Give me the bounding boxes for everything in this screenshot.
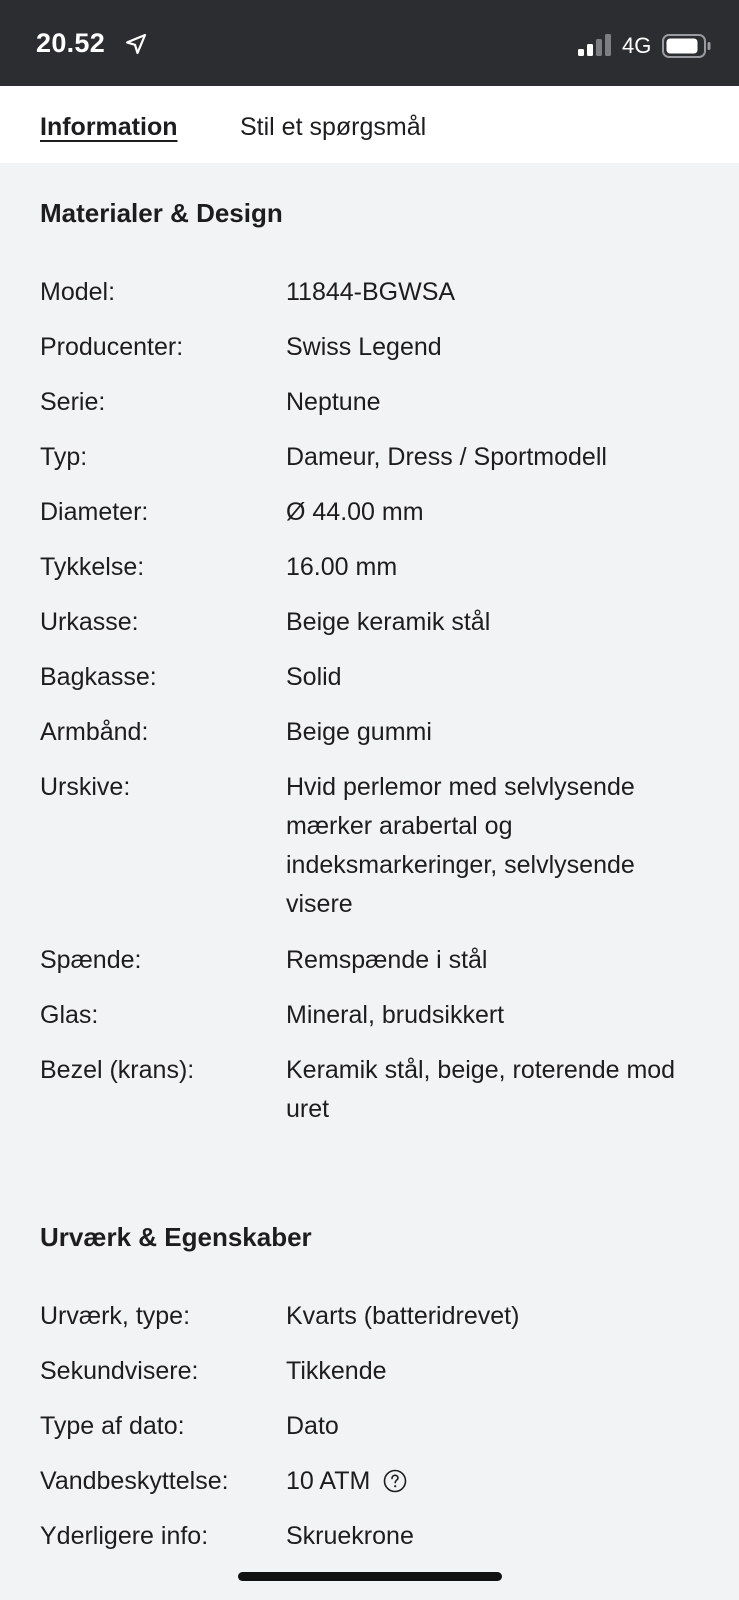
- spec-label: Urkasse:: [40, 608, 139, 636]
- spec-value: Dameur, Dress / Sportmodell: [286, 443, 607, 471]
- status-time: 20.52: [36, 28, 106, 58]
- tab-information[interactable]: Information: [40, 113, 178, 141]
- network-label: 4G: [622, 33, 652, 58]
- spec-label: Type af dato:: [40, 1412, 185, 1440]
- spec-value: 11844-BGWSA: [286, 278, 456, 306]
- spec-label: Typ:: [40, 443, 88, 471]
- spec-label: Vandbeskyttelse:: [40, 1467, 229, 1495]
- tab-bar: [0, 86, 739, 163]
- spec-label: Spænde:: [40, 946, 142, 974]
- spec-value: Tikkende: [286, 1357, 387, 1385]
- spec-value-water-resistance: [286, 1462, 706, 1501]
- status-bar: [0, 0, 739, 86]
- spec-value: Kvarts (batteridrevet): [286, 1302, 520, 1330]
- spec-label: Serie:: [40, 388, 106, 416]
- battery-icon: [662, 34, 712, 58]
- tab-ask-question[interactable]: Stil et spørgsmål: [240, 113, 427, 141]
- spec-label: Bezel (krans):: [40, 1056, 195, 1084]
- spec-value: Neptune: [286, 388, 381, 416]
- water-resistance-value: 10 ATM: [286, 1467, 371, 1495]
- section-title-movement: Urværk & Egenskaber: [40, 1222, 312, 1252]
- spec-value: 16.00 mm: [286, 553, 398, 581]
- spec-label: Diameter:: [40, 498, 149, 526]
- spec-value: Swiss Legend: [286, 333, 442, 361]
- home-indicator[interactable]: [238, 1572, 502, 1581]
- section-title-materials: Materialer & Design: [40, 198, 283, 228]
- spec-value: Ø 44.00 mm: [286, 498, 424, 526]
- spec-label: Armbånd:: [40, 718, 149, 746]
- spec-value: Solid: [286, 663, 342, 691]
- spec-label: Sekundvisere:: [40, 1357, 199, 1385]
- spec-value: Beige gummi: [286, 718, 432, 746]
- spec-value: Keramik stål, beige, roterende mod uret: [286, 1056, 676, 1123]
- spec-label: Bagkasse:: [40, 663, 157, 691]
- location-arrow-icon: [124, 32, 148, 56]
- spec-label: Urværk, type:: [40, 1302, 191, 1330]
- help-circle-icon[interactable]: [383, 1469, 407, 1493]
- spec-label: Tykkelse:: [40, 553, 145, 581]
- spec-value: Mineral, brudsikkert: [286, 1001, 505, 1029]
- spec-value: Beige keramik stål: [286, 608, 491, 636]
- signal-icon: [578, 34, 614, 56]
- spec-label: Urskive:: [40, 773, 131, 801]
- spec-value: Dato: [286, 1412, 339, 1440]
- spec-value: Remspænde i stål: [286, 946, 488, 974]
- spec-value: Skruekrone: [286, 1522, 414, 1550]
- spec-label: Glas:: [40, 1001, 99, 1029]
- spec-label: Producenter:: [40, 333, 184, 361]
- spec-value: Hvid perlemor med selvlysende mærker arabertal og indeksmarkeringer, selvlysende visere: [286, 773, 635, 918]
- spec-label: Model:: [40, 278, 116, 306]
- spec-label: Yderligere info:: [40, 1522, 209, 1550]
